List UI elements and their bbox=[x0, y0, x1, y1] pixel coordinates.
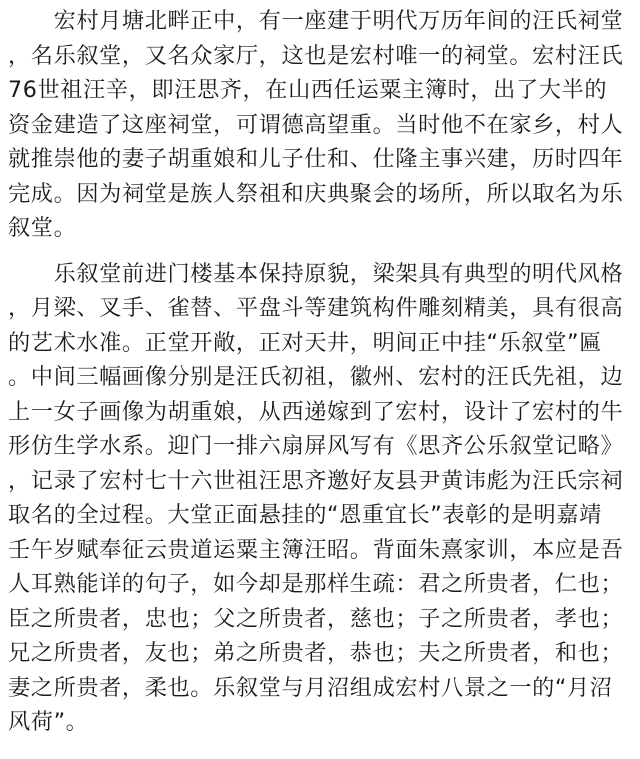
text-line: 形仿生学水系。迎门一排六扇屏风写有《思齐公乐叙堂记略》 bbox=[8, 433, 624, 459]
text-line: ，记录了宏村七十六世祖汪思齐邀好友县尹黄讳彪为汪氏宗祠 bbox=[8, 467, 624, 494]
text-line: ，月梁、叉手、雀替、平盘斗等建筑构件雕刻精美，具有很高 bbox=[8, 295, 624, 321]
text-line: 壬午岁赋奉征云贵道运粟主簿汪昭。背面朱熹家训，本应是吾 bbox=[8, 536, 624, 563]
text-line: 就推崇他的妻子胡重娘和儿子仕和、仕隆主事兴建，历时四年 bbox=[8, 146, 624, 172]
text-line: 资金建造了这座祠堂，可谓德高望重。当时他不在家乡，村人 bbox=[8, 111, 624, 138]
text-line: 风荷”。 bbox=[8, 709, 89, 735]
text-line: 。中间三幅画像分别是汪氏初祖，徽州、宏村的汪氏先祖，边 bbox=[8, 364, 624, 390]
paragraph-2 bbox=[8, 257, 634, 740]
text-line: 完成。因为祠堂是族人祭祖和庆典聚会的场所，所以取名为乐 bbox=[8, 180, 624, 207]
text-line: 宏村月塘北畔正中，有一座建于明代万历年间的汪氏祠堂 bbox=[8, 8, 624, 34]
paragraph-1 bbox=[8, 4, 634, 246]
text-line: 叙堂。 bbox=[8, 215, 77, 241]
document-page bbox=[8, 0, 634, 740]
text-line: 臣之所贵者，忠也；父之所贵者，慈也；子之所贵者，孝也； bbox=[8, 605, 624, 632]
text-line: 取名的全过程。大堂正面悬挂的“恩重宜长”表彰的是明嘉靖 bbox=[8, 502, 602, 528]
text-line: 妻之所贵者，柔也。乐叙堂与月沼组成宏村八景之一的“月沼 bbox=[8, 674, 613, 701]
text-line: 乐叙堂前进门楼基本保持原貌，梁架具有典型的明代风格 bbox=[8, 260, 624, 287]
text-line: 人耳熟能详的句子，如今却是那样生疏：君之所贵者，仁也； bbox=[8, 571, 624, 597]
text-line: 兄之所贵者，友也；弟之所贵者，恭也；夫之所贵者，和也； bbox=[8, 640, 624, 666]
text-line: ，名乐叙堂，又名众家厅，这也是宏村唯一的祠堂。宏村汪氏 bbox=[8, 42, 624, 69]
text-line: 上一女子画像为胡重娘，从西递嫁到了宏村，设计了宏村的牛 bbox=[8, 398, 624, 425]
text-line: 76世祖汪辛，即汪思齐，在山西任运粟主簿时，出了大半的 bbox=[8, 77, 608, 103]
text-line: 的艺术水准。正堂开敞，正对天井，明间正中挂“乐叙堂”匾 bbox=[8, 329, 602, 356]
